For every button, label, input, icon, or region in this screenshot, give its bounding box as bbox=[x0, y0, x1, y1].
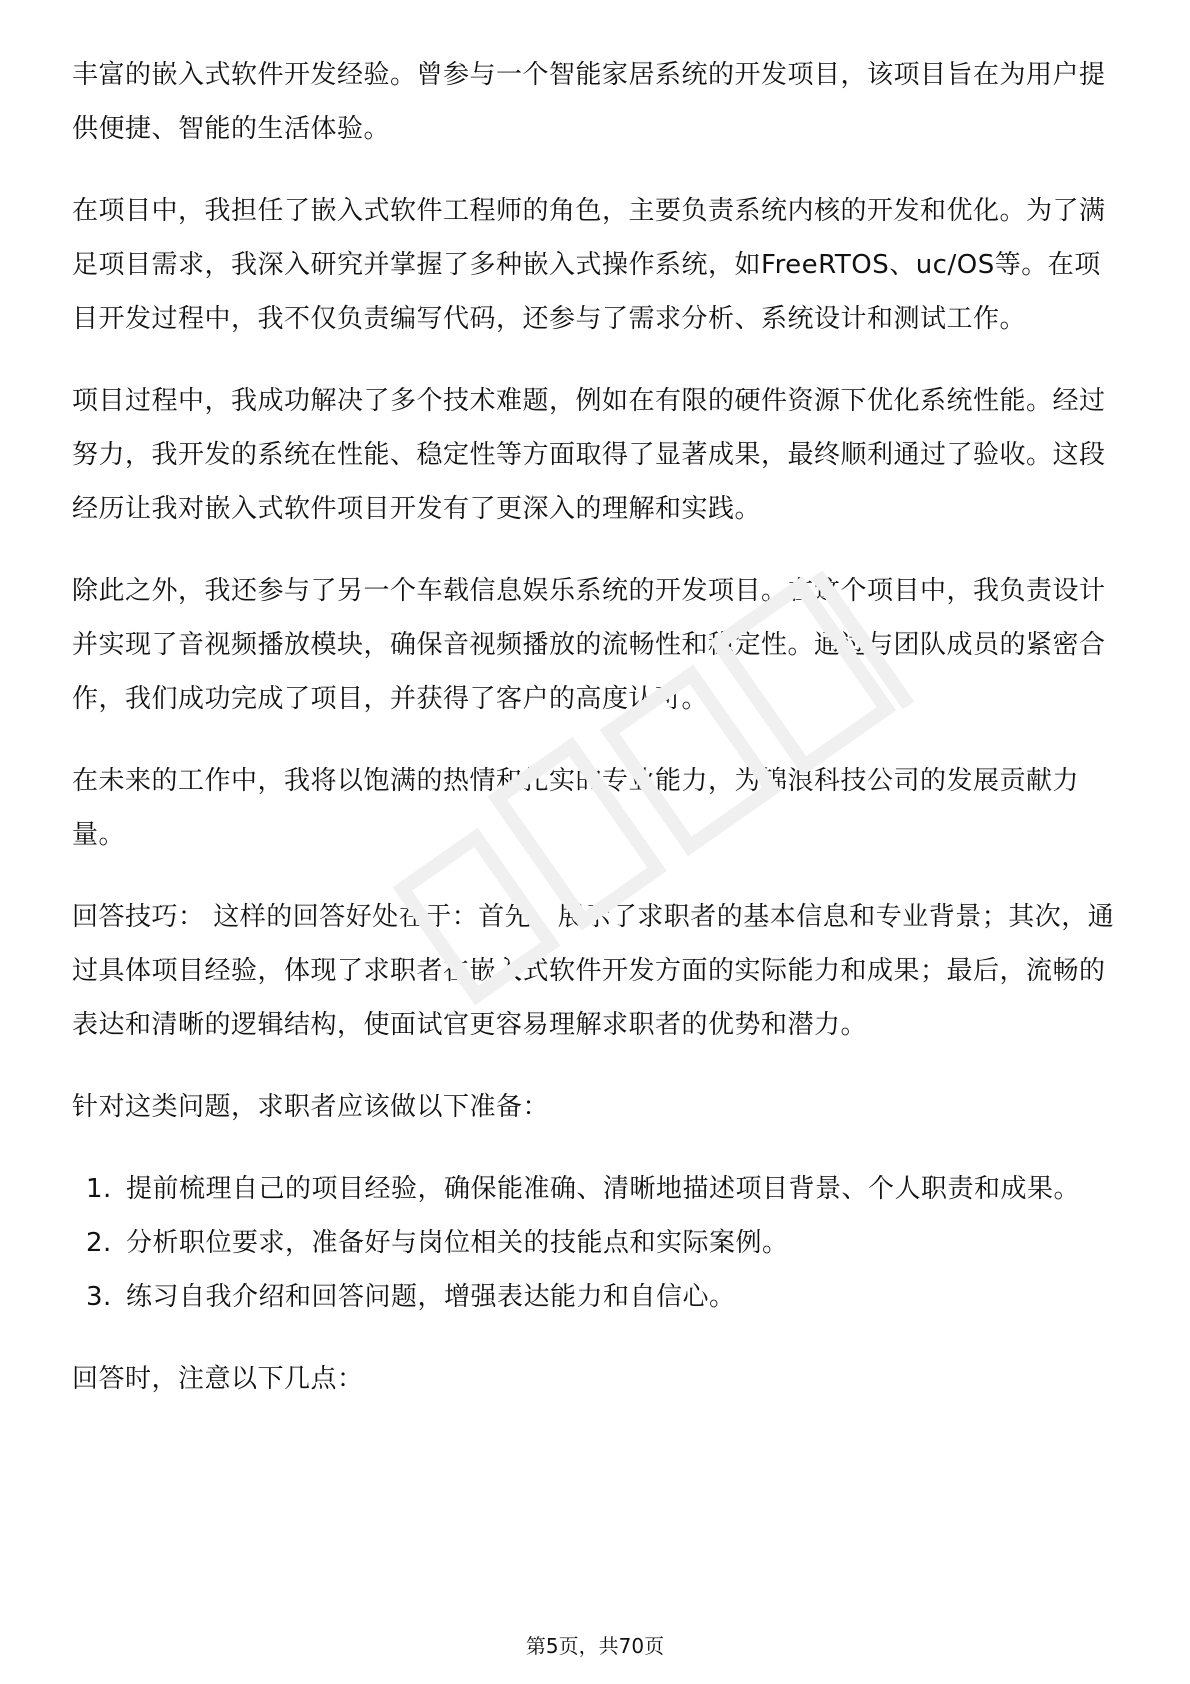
list-item bbox=[72, 1216, 1122, 1270]
page-footer: 第5页，共70页 bbox=[525, 1634, 665, 1658]
paragraph-role: 在项目中，我担任了嵌入式软件工程师的角色，主要负责系统内核的开发和优化。为了满足项目需求，我深入研究并掌握了多种嵌入式操作系统，如FreeRTOS、uc/OS等。在项目开发过程中，我不仅负责编写代码，还参与了需求分析、系统设计和测试工作。 bbox=[72, 196, 1106, 334]
paragraph-answer-tips: 回答技巧： 这样的回答好处在于：首先，展示了求职者的基本信息和专业背景；其次，通过具体项目经验，体现了求职者在嵌入式软件开发方面的实际能力和成果；最后，流畅的表达和清晰的逻辑结构，使面试官更容易理解求职者的优势和潜力。 bbox=[72, 902, 1115, 1040]
list-item-text: 提前梳理自己的项目经验，确保能准确、清晰地描述项目背景、个人职责和成果。 bbox=[126, 1174, 1081, 1204]
list-item-number: 1. bbox=[86, 1174, 112, 1204]
paragraph-experience-intro: 丰富的嵌入式软件开发经验。曾参与一个智能家居系统的开发项目，该项目旨在为用户提供便捷、智能的生活体验。 bbox=[72, 60, 1106, 144]
paragraph-challenges: 项目过程中，我成功解决了多个技术难题，例如在有限的硬件资源下优化系统性能。经过努力，我开发的系统在性能、稳定性等方面取得了显著成果，最终顺利通过了验收。这段经历让我对嵌入式软件项目开发有了更深入的理解和实践。 bbox=[72, 386, 1106, 524]
paragraph-future: 在未来的工作中，我将以饱满的热情和扎实的专业能力，为锦浪科技公司的发展贡献力量。 bbox=[72, 766, 1080, 850]
list-item-text: 分析职位要求，准备好与岗位相关的技能点和实际案例。 bbox=[126, 1228, 789, 1258]
list-item-text: 练习自我介绍和回答问题，增强表达能力和自信心。 bbox=[126, 1282, 736, 1312]
list-item-number: 3. bbox=[86, 1282, 112, 1312]
preparation-list bbox=[72, 1162, 1122, 1324]
paragraph-preparation-intro: 针对这类问题，求职者应该做以下准备： bbox=[72, 1092, 550, 1122]
list-item bbox=[72, 1162, 1122, 1216]
list-item bbox=[72, 1270, 1122, 1324]
paragraph-closing: 回答时，注意以下几点： bbox=[72, 1364, 364, 1394]
document-body bbox=[72, 48, 1122, 1434]
paragraph-second-project: 除此之外，我还参与了另一个车载信息娱乐系统的开发项目。在这个项目中，我负责设计并实现了音视频播放模块，确保音视频播放的流畅性和稳定性。通过与团队成员的紧密合作，我们成功完成了项目，并获得了客户的高度认可。 bbox=[72, 576, 1106, 714]
list-item-number: 2. bbox=[86, 1228, 112, 1258]
